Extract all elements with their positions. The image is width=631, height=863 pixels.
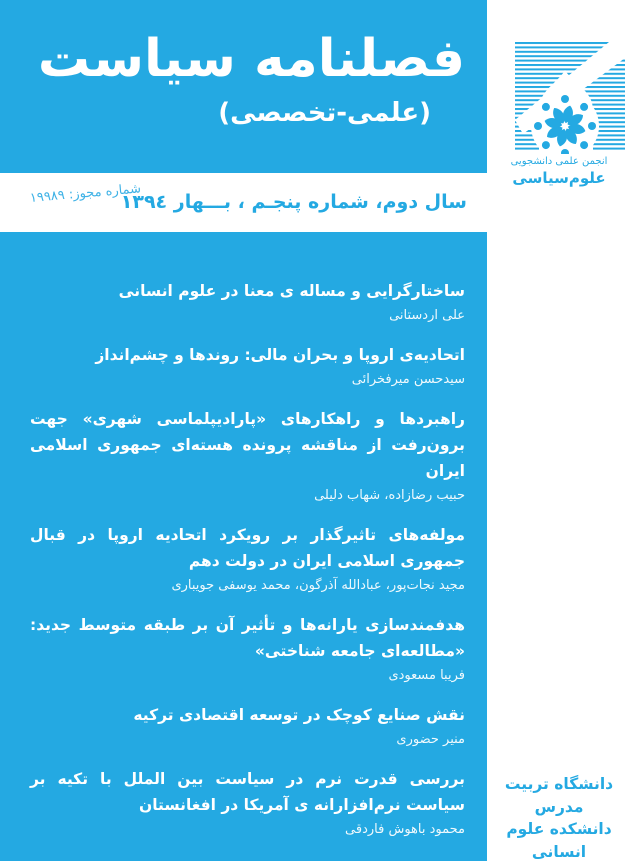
article-authors: سیدحسن میرفخرائی [351,372,465,387]
association-name: انجمن علمی دانشجویی [510,156,608,167]
university-line1: دانشگاه تربیت مدرس [504,775,614,816]
article-title: مولفه‌های تاثیرگذار بر رویکرد اتحادیه اروپا در قبال جمهوری اسلامی ایران در دولت دهم [30,526,465,570]
side-strip [487,0,631,861]
journal-title: فصلنامه سیاست [37,29,465,89]
toc-entry [30,522,465,596]
article-authors: مجید نجات‌پور، عبادالله آذرگون، محمد یوسفی جویباری [171,578,465,593]
university-name [487,773,631,863]
issue-info: سال دوم، شماره پنجـم ، بـــهار ۱۳۹٤ [120,191,467,213]
article-authors: علی اردستانی [389,308,465,323]
toc-entry [30,342,465,390]
article-authors: فریبا مسعودی [388,668,465,683]
article-title: ساختارگرایی و مساله ی معنا در علوم انسانی [118,282,465,300]
association-field: علوم‌سیاسی [512,169,606,187]
masthead [0,0,487,173]
article-authors: حبیب رضازاده، شهاب دلیلی [314,488,465,503]
article-title: هدفمندسازی یارانه‌ها و تأثیر آن بر طبقه متوسط جدید: «مطالعه‌ای جامعه شناختی» [30,616,465,660]
article-title: بررسی قدرت نرم در سیاست بین الملل با تکیه بر سیاست نرم‌افزارانه ی آمریکا در افغانستان [30,770,465,814]
article-title: اتحادیه‌ی اروپا و بحران مالی: روندها و چشم‌انداز [95,346,465,364]
article-title: راهبردها و راهکارهای «پارادیپلماسی شهری» جهت برون‌رفت از مناقشه پرونده هسته‌ای جمهوری اسلامی ایران [30,410,465,480]
article-authors: محمود باهوش فاردقی [345,822,465,837]
article-title: نقش صنایع کوچک در توسعه اقتصادی ترکیه [133,706,465,724]
students-association-emblem-icon [515,42,625,154]
license-number: شماره مجوز: ۱۹۹۸۹ [29,181,142,206]
toc-entry [30,702,465,750]
journal-subtitle: (علمی-تخصصی) [218,98,431,128]
toc-entry [30,766,465,840]
table-of-contents [0,232,487,861]
article-authors: منیر حضوری [396,732,465,747]
university-line2: دانشکده علوم انسانی [506,820,612,861]
toc-entry [30,278,465,326]
issue-bar [0,173,487,232]
toc-entry [30,612,465,686]
toc-entry [30,406,465,506]
